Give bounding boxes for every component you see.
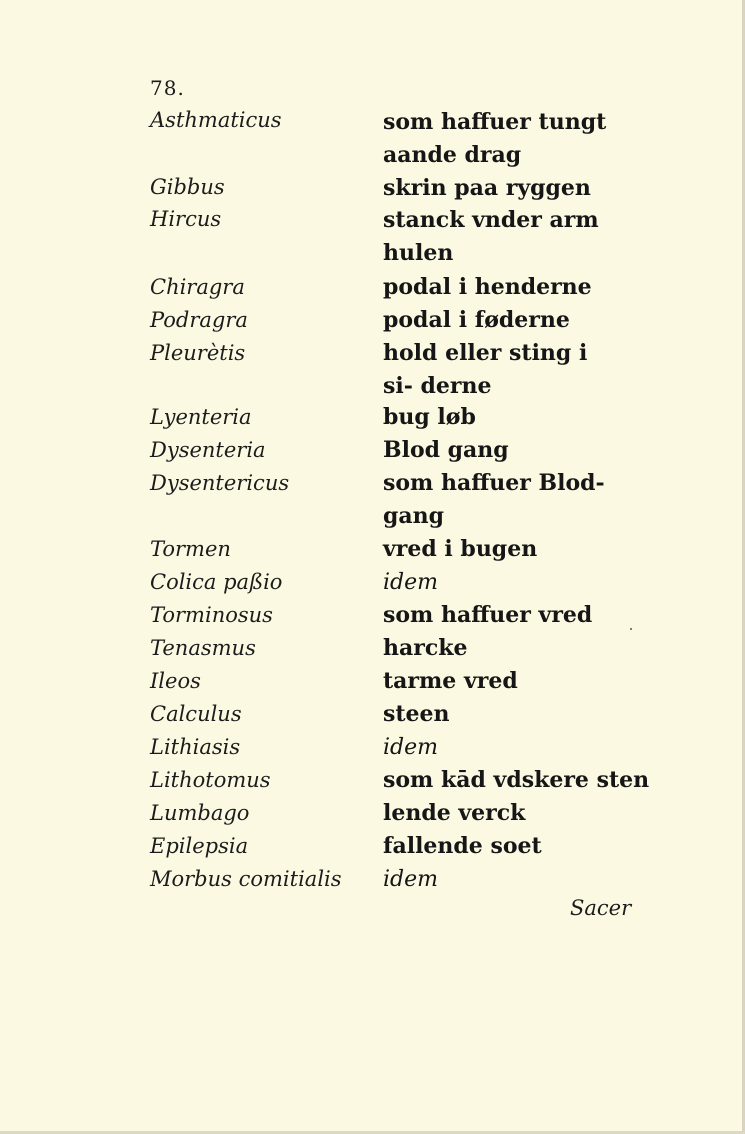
danish-gloss: vred i bugen: [383, 536, 538, 562]
latin-term: Dysenteria: [150, 438, 266, 462]
danish-gloss: som haffuer tungt aande drag: [383, 109, 607, 168]
danish-gloss: harcke: [383, 635, 468, 661]
latin-term: Lithiasis: [150, 735, 241, 759]
latin-term: Ileos: [150, 669, 201, 693]
latin-term: Torminosus: [150, 603, 273, 627]
ink-speck: [630, 628, 632, 630]
danish-gloss: idem: [383, 735, 438, 760]
danish-gloss: idem: [383, 867, 438, 892]
latin-term: Tenasmus: [150, 636, 256, 660]
danish-gloss: som kād vdskere sten: [383, 767, 650, 793]
latin-term: Lumbago: [150, 801, 250, 825]
danish-gloss: podal i henderne: [383, 274, 592, 300]
danish-gloss: skrin paa ryggen: [383, 175, 591, 201]
latin-term: Calculus: [150, 702, 242, 726]
danish-gloss: steen: [383, 701, 450, 727]
latin-term: Dysentericus: [150, 471, 290, 495]
danish-gloss: fallende soet: [383, 833, 542, 859]
latin-term: Podragra: [150, 308, 248, 332]
danish-gloss: tarme vred: [383, 668, 518, 694]
latin-term: Epilepsia: [150, 834, 249, 858]
danish-gloss: lende verck: [383, 800, 526, 826]
latin-term: Chiragra: [150, 275, 245, 299]
danish-gloss: som haffuer vred: [383, 602, 593, 628]
latin-term: Tormen: [150, 537, 231, 561]
latin-term: Hircus: [150, 207, 222, 231]
danish-gloss: stanck vnder arm hulen: [383, 207, 599, 266]
latin-term: Colica paßio: [150, 570, 283, 594]
latin-term: Morbus comitialis: [150, 867, 342, 891]
latin-term: Pleurètis: [150, 341, 246, 365]
catchword: Sacer: [570, 896, 632, 920]
danish-gloss: idem: [383, 570, 438, 595]
latin-term: Asthmaticus: [150, 108, 282, 132]
danish-gloss: hold eller sting i si- derne: [383, 340, 588, 399]
danish-gloss: som haffuer Blod- gang: [383, 470, 605, 529]
danish-gloss: bug løb: [383, 404, 476, 430]
latin-term: Gibbus: [150, 175, 225, 199]
danish-gloss: podal i føderne: [383, 307, 570, 333]
latin-term: Lithotomus: [150, 768, 271, 792]
page-number: 78.: [150, 76, 185, 100]
latin-term: Lyenteria: [150, 405, 252, 429]
danish-gloss: Blod gang: [383, 437, 509, 463]
